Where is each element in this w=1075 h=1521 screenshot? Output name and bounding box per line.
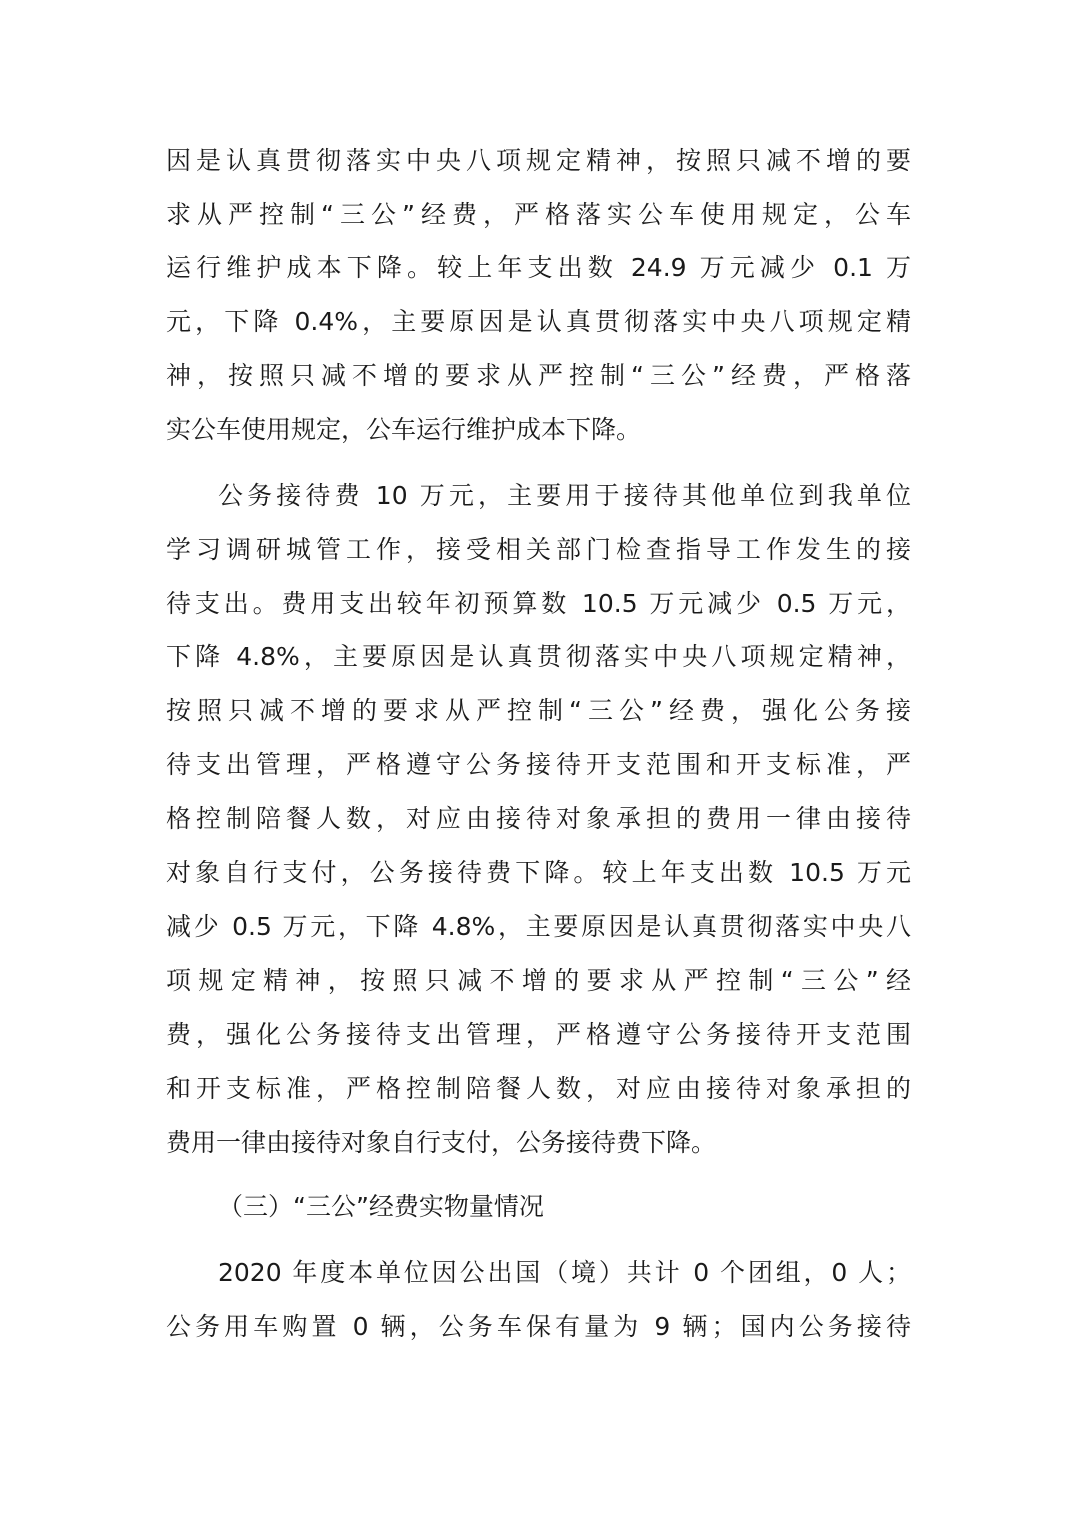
paragraph-line: 待支出管理，严格遵守公务接待开支范围和开支标准，严 bbox=[166, 750, 911, 779]
paragraph-line: 格控制陪餐人数，对应由接待对象承担的费用一律由接待 bbox=[166, 804, 911, 833]
paragraph-line: 下降 4.8%，主要原因是认真贯彻落实中央八项规定精神， bbox=[166, 642, 911, 671]
paragraph-line: 元，下降 0.4%，主要原因是认真贯彻落实中央八项规定精 bbox=[166, 307, 911, 336]
paragraph-line: 学习调研城管工作，接受相关部门检查指导工作发生的接 bbox=[166, 535, 911, 564]
paragraph-line: 公务接待费 10 万元，主要用于接待其他单位到我单位 bbox=[218, 481, 911, 510]
paragraph-line: 神，按照只减不增的要求从严控制“三公”经费，严格落 bbox=[166, 361, 911, 390]
paragraph-line: 公务用车购置 0 辆，公务车保有量为 9 辆；国内公务接待 bbox=[166, 1312, 911, 1341]
paragraph-line: 求从严控制“三公”经费，严格落实公车使用规定，公车 bbox=[166, 200, 911, 229]
paragraph-line: 费用一律由接待对象自行支付，公务接待费下降。 bbox=[166, 1128, 717, 1157]
paragraph-line: 费，强化公务接待支出管理，严格遵守公务接待开支范围 bbox=[166, 1020, 911, 1049]
section-heading: （三）“三公”经费实物量情况 bbox=[218, 1192, 544, 1221]
paragraph-line: 实公车使用规定，公车运行维护成本下降。 bbox=[166, 415, 642, 444]
paragraph-line: 运行维护成本下降。较上年支出数 24.9 万元减少 0.1 万 bbox=[166, 253, 911, 282]
paragraph-line: 按照只减不增的要求从严控制“三公”经费，强化公务接 bbox=[166, 696, 911, 725]
paragraph-line: 和开支标准，严格控制陪餐人数，对应由接待对象承担的 bbox=[166, 1074, 911, 1103]
paragraph-line: 减少 0.5 万元，下降 4.8%，主要原因是认真贯彻落实中央八 bbox=[166, 912, 911, 941]
paragraph-line: 因是认真贯彻落实中央八项规定精神，按照只减不增的要 bbox=[166, 146, 911, 175]
paragraph-line: 2020 年度本单位因公出国（境）共计 0 个团组，0 人； bbox=[218, 1258, 911, 1287]
paragraph-line: 对象自行支付，公务接待费下降。较上年支出数 10.5 万元 bbox=[166, 858, 911, 887]
paragraph-line: 项规定精神，按照只减不增的要求从严控制“三公”经 bbox=[166, 966, 911, 995]
paragraph-line: 待支出。费用支出较年初预算数 10.5 万元减少 0.5 万元， bbox=[166, 589, 911, 618]
